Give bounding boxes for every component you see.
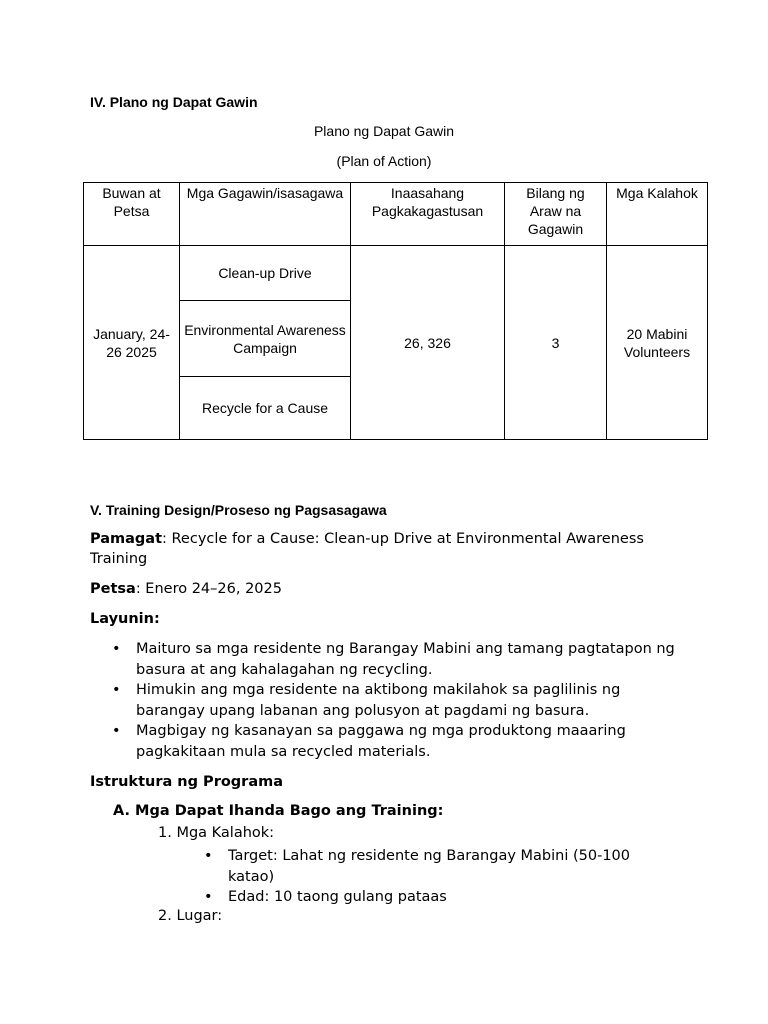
- cell-participants: 20 Mabini Volunteers: [607, 246, 708, 440]
- cell-activity-recycle: Recycle for a Cause: [180, 377, 351, 440]
- pamagat-line: [90, 529, 690, 569]
- plan-of-action-table: [83, 182, 708, 440]
- numbered-item-1: 1. Mga Kalahok:: [158, 825, 275, 841]
- table-subtitle: (Plan of Action): [336, 153, 432, 169]
- petsa-label: Petsa: [90, 581, 136, 597]
- table-header-row: [84, 183, 708, 246]
- list-item: [90, 721, 690, 762]
- cell-days: 3: [505, 246, 607, 440]
- list-item: [90, 639, 690, 680]
- cell-date: January, 24-26 2025: [84, 246, 180, 440]
- section-5-heading: V. Training Design/Proseso ng Pagsasagawa: [90, 502, 387, 518]
- section-4-heading: IV. Plano ng Dapat Gawin: [90, 94, 258, 110]
- goal-text: Magbigay ng kasanayan sa paggawa ng mga produktong maaaring pagkakitaan mula sa recycled materials.: [136, 723, 626, 760]
- goal-text: Himukin ang mga residente na aktibong makilahok sa paglilinis ng barangay upang labanan ang polusyon at pagdami ng basura.: [136, 682, 621, 719]
- bullet-icon: •: [112, 723, 121, 739]
- header-pagkakagastusan: Inaasahang Pagkakagastusan: [351, 183, 505, 246]
- cell-expense: 26, 326: [351, 246, 505, 440]
- numbered-item-2: 2. Lugar:: [158, 908, 223, 924]
- petsa-value: : Enero 24–26, 2025: [135, 581, 282, 597]
- petsa-line: [90, 579, 690, 599]
- table-title: Plano ng Dapat Gawin: [313, 123, 455, 139]
- header-mga-gagawin: Mga Gagawin/isasagawa: [180, 183, 351, 246]
- subsection-a-heading: A. Mga Dapat Ihanda Bago ang Training:: [113, 803, 444, 819]
- table-row: [84, 246, 708, 301]
- bullet-icon: •: [204, 889, 213, 905]
- pamagat-value: : Recycle for a Cause: Clean-up Drive at Environmental Awareness Training: [90, 531, 644, 567]
- bullet-icon: •: [112, 641, 121, 657]
- list-item: [90, 680, 690, 721]
- cell-activity-campaign: Environmental Awareness Campaign: [180, 301, 351, 377]
- kalahok-text: Edad: 10 taong gulang pataas: [228, 889, 447, 905]
- header-buwan-at-petsa: Buwan at Petsa: [84, 183, 180, 246]
- list-item: [182, 887, 662, 908]
- bullet-icon: •: [204, 848, 213, 864]
- bullet-icon: •: [112, 682, 121, 698]
- header-bilang-ng-araw: Bilang ng Araw na Gagawin: [505, 183, 607, 246]
- kalahok-list: [182, 846, 662, 908]
- istruktura-heading: Istruktura ng Programa: [90, 774, 284, 790]
- goals-list: [90, 639, 690, 762]
- cell-activity-cleanup: Clean-up Drive: [180, 246, 351, 301]
- pamagat-label: Pamagat: [90, 531, 163, 547]
- list-item: [182, 846, 662, 887]
- header-mga-kalahok: Mga Kalahok: [607, 183, 708, 246]
- goal-text: Maituro sa mga residente ng Barangay Mabini ang tamang pagtatapon ng basura at ang kahalagahan ng recycling.: [136, 641, 675, 678]
- kalahok-text: Target: Lahat ng residente ng Barangay Mabini (50-100 katao): [228, 848, 630, 885]
- layunin-heading: Layunin:: [90, 611, 160, 627]
